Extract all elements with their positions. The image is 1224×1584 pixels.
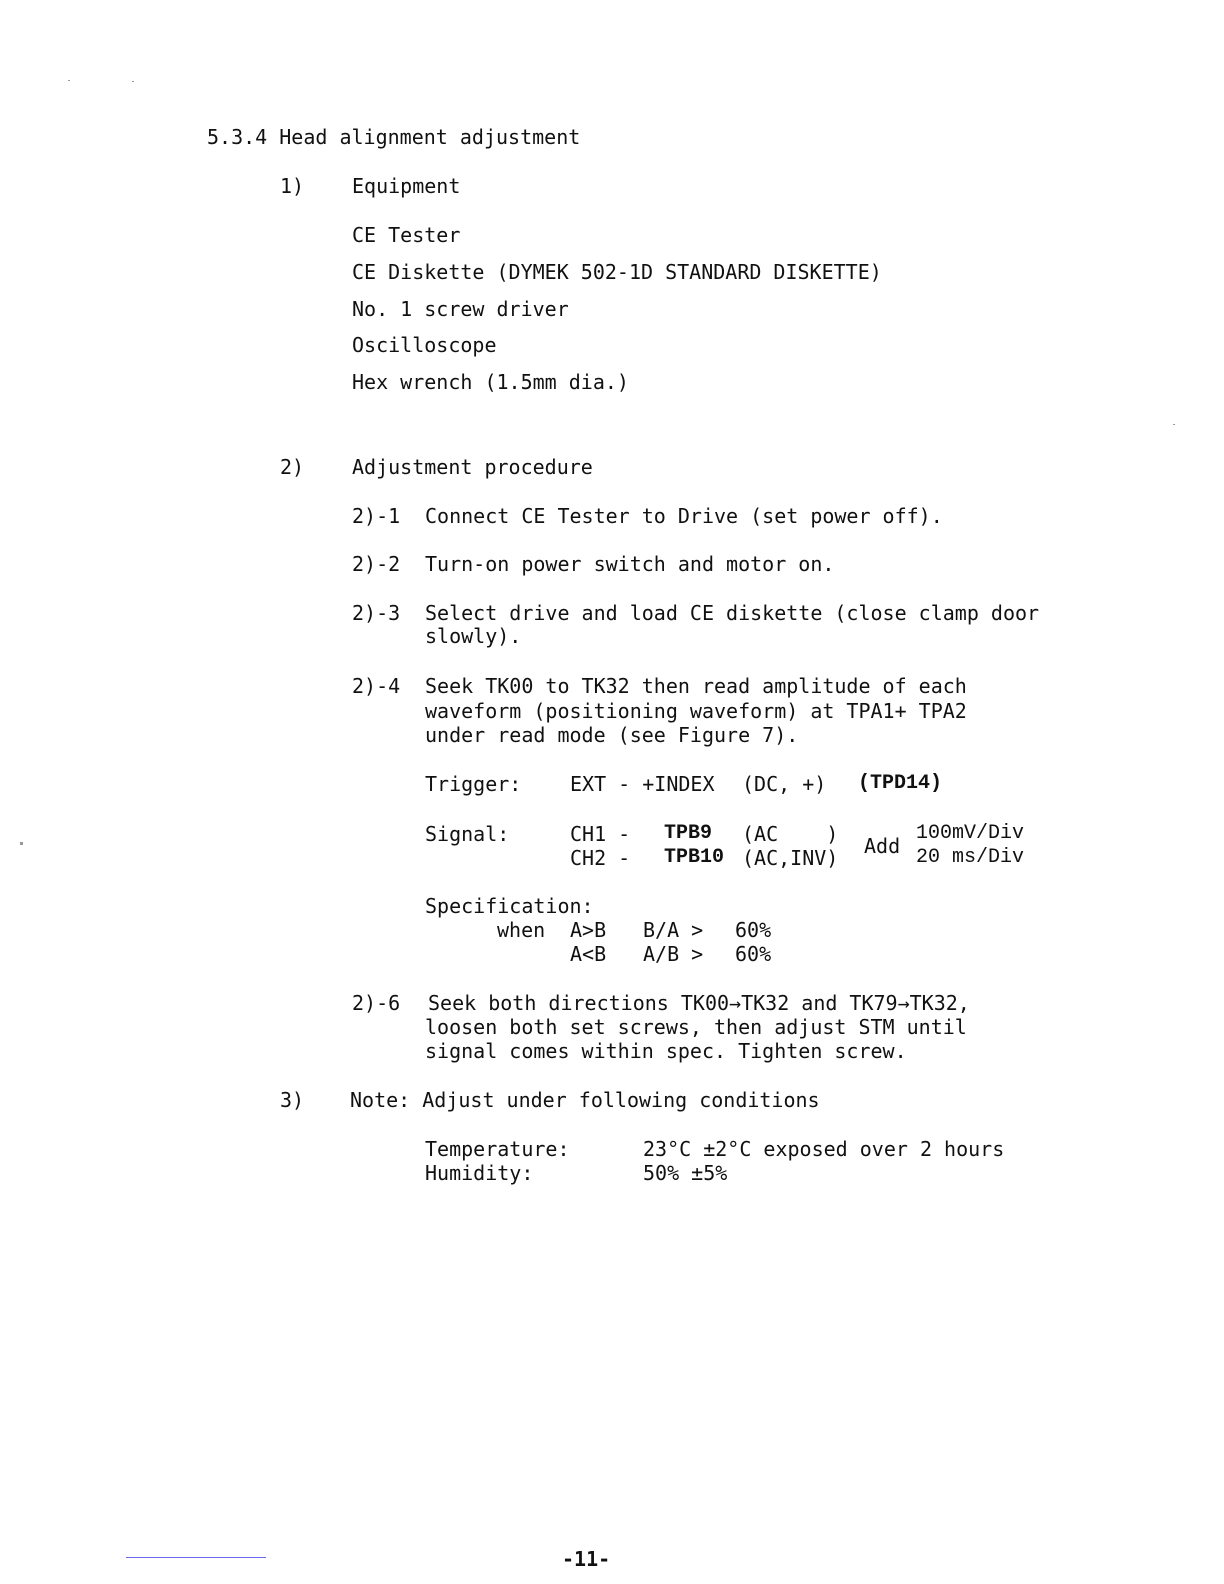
equipment-item: No. 1 screw driver	[352, 297, 569, 321]
step-id: 2)-1	[352, 504, 401, 528]
condition-value: 50% ±5%	[643, 1161, 728, 1185]
step-text: waveform (positioning waveform) at TPA1+ TPA2	[425, 699, 967, 723]
scan-speck	[68, 80, 70, 81]
section-title: Head alignment adjustment	[279, 125, 581, 149]
spec-ratio: B/A >	[643, 918, 704, 942]
trigger-point: (TPD14)	[858, 772, 943, 795]
page-number: -11-	[562, 1547, 611, 1571]
procedure-label: 2)	[280, 455, 305, 479]
condition-value: 23°C ±2°C exposed over 2 hours	[643, 1137, 1005, 1161]
equipment-label: 1)	[280, 174, 305, 198]
scan-speck	[132, 81, 134, 82]
equipment-item: CE Diskette (DYMEK 502-1D STANDARD DISKETTE)	[352, 260, 882, 284]
scan-speck	[20, 842, 23, 845]
spec-condition: A>B	[570, 918, 607, 942]
step-text: Connect CE Tester to Drive (set power off).	[425, 504, 943, 528]
equipment-item: Oscilloscope	[352, 333, 497, 357]
note-label: 3)	[280, 1088, 305, 1112]
equipment-item: Hex wrench (1.5mm dia.)	[352, 370, 629, 394]
signal-label: Signal:	[425, 822, 510, 846]
signal-ch2-coupling: (AC,INV)	[742, 846, 839, 870]
note-heading: Note: Adjust under following conditions	[350, 1088, 820, 1112]
condition-name: Humidity:	[425, 1161, 534, 1185]
section-heading	[207, 125, 580, 149]
signal-ch2-name: CH2 -	[570, 846, 631, 870]
step-text: Select drive and load CE diskette (close clamp door	[425, 601, 1040, 625]
step-text: under read mode (see Figure 7).	[425, 723, 799, 747]
procedure-heading: Adjustment procedure	[352, 455, 593, 479]
spec-label: Specification:	[425, 894, 594, 918]
equipment-heading: Equipment	[352, 174, 461, 198]
step-id: 2)-4	[352, 674, 401, 698]
signal-timebase: 20 ms/Div	[916, 846, 1025, 869]
step-text: Turn-on power switch and motor on.	[425, 552, 835, 576]
spec-when: when	[497, 918, 546, 942]
signal-ch2-point: TPB10	[664, 846, 725, 869]
scan-speck	[1173, 424, 1175, 425]
spec-value: 60%	[735, 918, 772, 942]
step-text: loosen both set screws, then adjust STM until	[425, 1015, 967, 1039]
section-number: 5.3.4	[207, 125, 268, 149]
trigger-source: EXT - +INDEX	[570, 772, 715, 796]
condition-name: Temperature:	[425, 1137, 570, 1161]
trigger-coupling: (DC, +)	[742, 772, 827, 796]
spec-condition: A<B	[570, 942, 607, 966]
equipment-item: CE Tester	[352, 223, 461, 247]
footer-rule	[126, 1557, 266, 1558]
signal-ch1-name: CH1 -	[570, 822, 631, 846]
trigger-label: Trigger:	[425, 772, 522, 796]
signal-ch1-point: TPB9	[664, 822, 713, 845]
spec-ratio: A/B >	[643, 942, 704, 966]
step-text: Seek TK00 to TK32 then read amplitude of each	[425, 674, 967, 698]
step-text: slowly).	[425, 624, 522, 648]
signal-vertical: 100mV/Div	[916, 822, 1025, 845]
step-id: 2)-2	[352, 552, 401, 576]
spec-value: 60%	[735, 942, 772, 966]
step-text: Seek both directions TK00→TK32 and TK79→TK32,	[428, 991, 970, 1015]
step-id: 2)-3	[352, 601, 401, 625]
signal-ch1-coupling: (AC )	[742, 822, 839, 846]
step-id: 2)-6	[352, 991, 401, 1015]
step-text: signal comes within spec. Tighten screw.	[425, 1039, 907, 1063]
signal-mode: Add	[864, 834, 901, 858]
